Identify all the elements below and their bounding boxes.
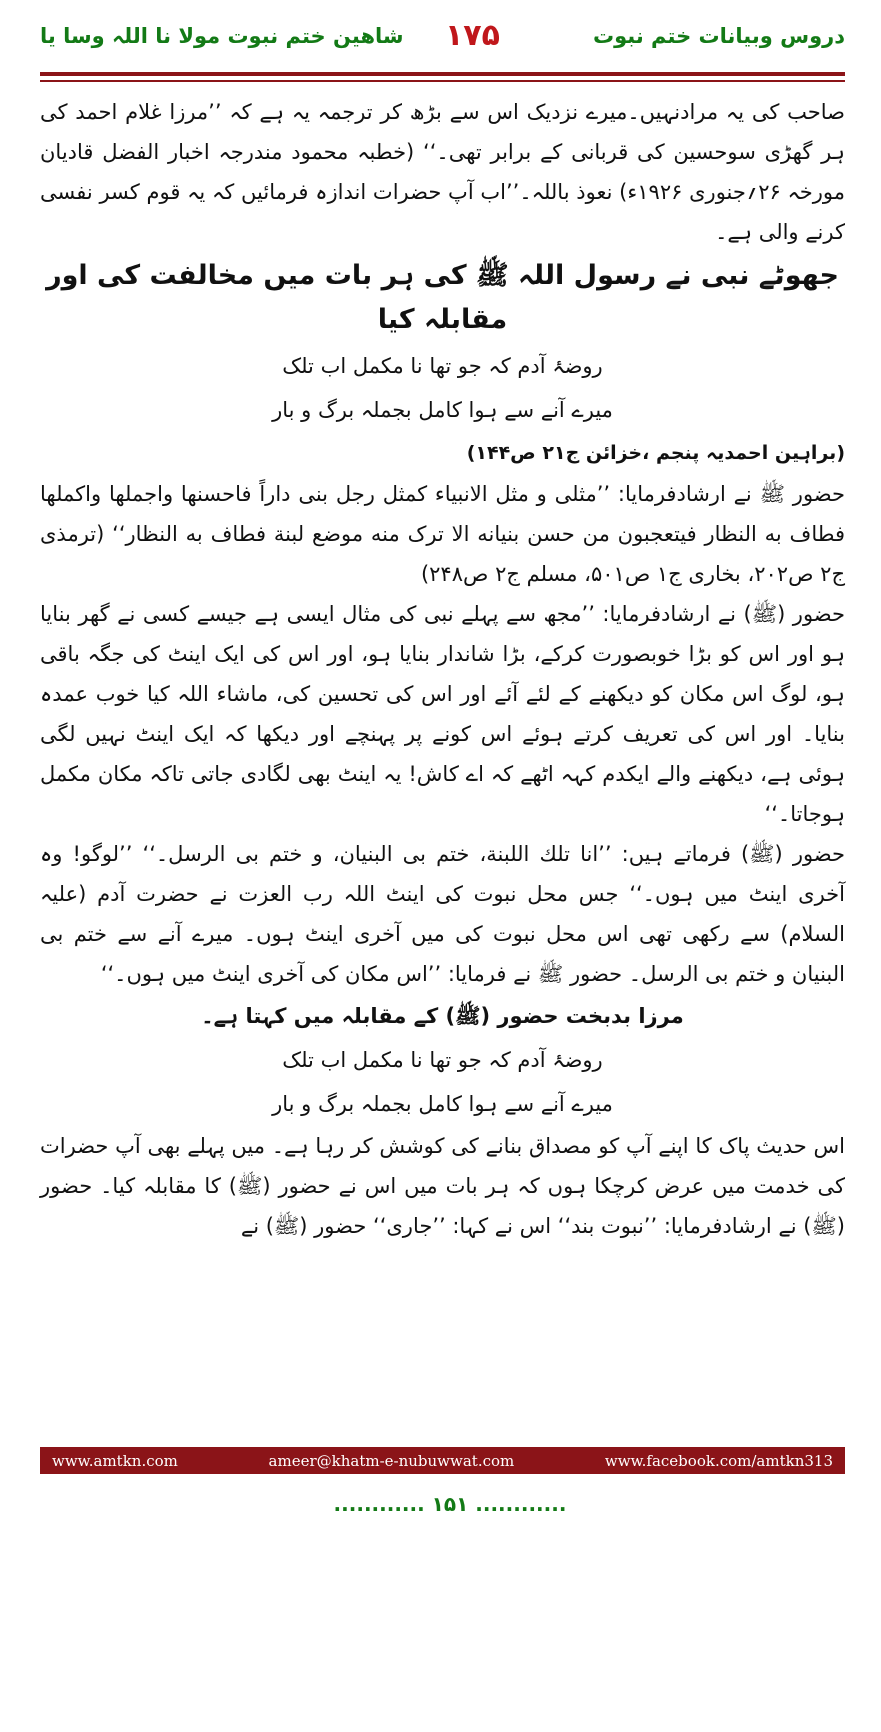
header-rule xyxy=(40,72,845,76)
page-body xyxy=(40,92,845,1732)
paragraph: اس حدیث پاک کا اپنے آپ کو مصداق بنانے کی کوشش کر رہا ہے۔ میں پہلے بھی آپ حضرات کی خدمت میں عرض کرچکا ہوں کہ ہر بات میں اس نے حضور (ﷺ) کا مقابلہ کیا۔ حضور (ﷺ) نے ارشادفرمایا: ’’نبوت بند‘‘ اس نے کہا: ’’جاری‘‘ حضور (ﷺ) نے xyxy=(40,1134,845,1238)
page-number: ............ ۱۵۱ ............ xyxy=(333,1492,567,1516)
paragraph: حضور ﷺ نے ارشادفرمایا: ’’مثلی و مثل الانبیاء کمثل رجل بنی داراً فاحسنها واجملها واکملها فطاف به النظار فیتعجبون من حسن بنیانه الا ترک منه موضع لبنة فطاف به النظار‘‘ (ترمذی ج۲ ص۲۰۲، بخاری ج۱ ص۵۰۱، مسلم ج۲ ص۲۴۸) xyxy=(40,482,845,586)
verse-line: روضۂ آدم کہ جو تھا نا مکمل اب تلک xyxy=(282,354,603,378)
website-link[interactable]: www.amtkn.com xyxy=(52,1451,178,1470)
paragraph: حضور (ﷺ) نے ارشادفرمایا: ’’مجھ سے پہلے نبی کی مثال ایسی ہے جیسے کسی نے گھر بنایا ہو اور اس کو بڑا خوبصورت کرکے، بڑا شاندار بنایا ہو، اور اس کی ایک اینٹ کی جگہ باقی ہو، لوگ اس مکان کو دیکھنے کے لئے آئے اور اس کی تحسین کی، ماشاء اللہ کیا خوب عمدہ بنایا۔ اور اس کی تعریف کرتے ہوئے اس کونے پر پہنچے اور دیکھا کہ ایک اینٹ نہیں لگی ہوئی ہے، دیکھنے والے ایکدم کہہ اٹھے کہ اے کاش! یہ اینٹ بھی لگادی جاتی تاکہ مکان مکمل ہوجاتا۔‘‘ xyxy=(40,602,845,826)
paragraph: حضور (ﷺ) فرماتے ہیں: ’’انا تلك اللبنة، ختم بی البنیان، و ختم بی الرسل۔‘‘ ’’لوگو! وہ آخری اینٹ میں ہوں۔‘‘ جس محل نبوت کی اینٹ اللہ رب العزت نے حضرت آدم (علیہ السلام) سے رکھی تھی اس محل نبوت کی میں آخری اینٹ ہوں۔ میرے آنے سے ختم بی البنیان و ختم بی الرسل۔ حضور ﷺ نے فرمایا: ’’اس مکان کی آخری اینٹ میں ہوں۔‘‘ xyxy=(40,842,845,986)
email-link[interactable]: ameer@khatm-e-nubuwwat.com xyxy=(268,1451,515,1470)
verse-line: میرے آنے سے ہوا کامل بجملہ برگ و بار xyxy=(272,1092,613,1116)
verse-line: میرے آنے سے ہوا کامل بجملہ برگ و بار xyxy=(272,398,613,422)
citation: (براہین احمدیہ پنجم ،خزائن ج۲۱ ص۱۴۴) xyxy=(466,442,845,464)
header-page-number: ۱۷۵ xyxy=(445,18,500,53)
facebook-link[interactable]: www.facebook.com/amtkn313 xyxy=(604,1451,833,1470)
header-rule-thin xyxy=(40,80,845,82)
verse-intro: مرزا بدبخت حضور (ﷺ) کے مقابلہ میں کہتا ہے۔ xyxy=(201,1004,684,1028)
book-title: دروس وبیانات ختم نبوت xyxy=(593,24,845,48)
verse-line: روضۂ آدم کہ جو تھا نا مکمل اب تلک xyxy=(282,1048,603,1072)
paragraph: صاحب کی یہ مرادنہیں۔میرے نزدیک اس سے بڑھ کر ترجمہ یہ ہے کہ ’’مرزا غلام احمد کی ہر گھڑی سوحسین کی قربانی کے برابر تھی۔‘‘ (خطبہ محمود مندرجہ اخبار الفضل قادیان مورخہ ۲۶؍جنوری ۱۹۲۶ء) نعوذ باللہ۔’’اب آپ حضرات اندازہ فرمائیں کہ یہ قوم کسر نفسی کرنے والی ہے۔ xyxy=(40,100,846,244)
author-title: شاهین ختم نبوت مولا نا اللہ وسا یا xyxy=(40,24,404,48)
section-heading: جھوٹے نبی نے رسول اللہ ﷺ کی ہر بات میں مخالفت کی اور مقابلہ کیا xyxy=(46,260,839,335)
footer-bar xyxy=(40,1447,845,1474)
page-header xyxy=(40,18,845,62)
